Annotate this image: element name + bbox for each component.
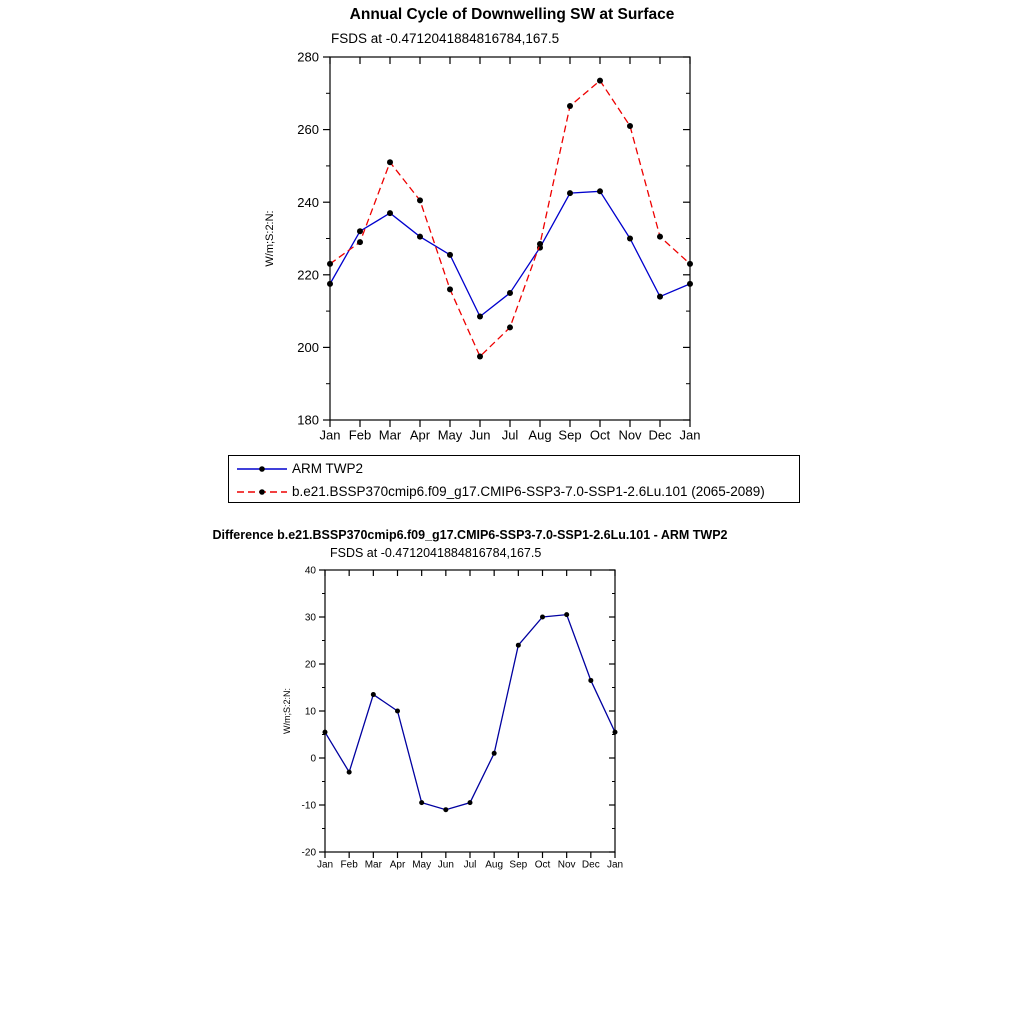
svg-text:Jul: Jul [501, 427, 519, 443]
svg-text:Feb: Feb [340, 859, 358, 871]
svg-text:Jun: Jun [437, 859, 454, 871]
svg-text:Nov: Nov [557, 859, 576, 871]
svg-text:Sep: Sep [558, 427, 582, 443]
legend-label-arm: ARM TWP2 [292, 461, 364, 476]
svg-text:20: 20 [304, 659, 316, 671]
svg-text:Jul: Jul [463, 859, 477, 871]
legend-item-arm-twp2 [235, 457, 799, 480]
svg-text:280: 280 [297, 49, 319, 65]
legend-sample-arm [235, 463, 289, 475]
svg-text:10: 10 [304, 706, 316, 718]
top-chart-subtitle: FSDS at -0.4712041884816784,167.5 [331, 31, 560, 46]
svg-text:-20: -20 [301, 847, 316, 859]
svg-text:Aug: Aug [528, 427, 552, 443]
svg-text:Mar: Mar [378, 427, 402, 443]
svg-text:Dec: Dec [581, 859, 600, 871]
svg-text:180: 180 [297, 412, 319, 428]
top-chart-title: Annual Cycle of Downwelling SW at Surface [349, 6, 675, 23]
svg-text:40: 40 [304, 565, 316, 577]
svg-text:Jan: Jan [319, 427, 341, 443]
svg-text:Feb: Feb [348, 427, 372, 443]
legend-label-model: b.e21.BSSP370cmip6.f09_g17.CMIP6-SSP3-7.0-SSP1-2.6Lu.101 (2065-2089) [292, 484, 765, 499]
svg-text:Jan: Jan [316, 859, 334, 871]
legend-marker-icon [259, 466, 265, 472]
svg-text:200: 200 [297, 339, 319, 355]
legend-item-model [235, 480, 799, 503]
svg-text:Apr: Apr [409, 427, 431, 443]
svg-text:-10: -10 [301, 800, 316, 812]
svg-text:30: 30 [304, 612, 316, 624]
svg-text:Oct: Oct [589, 427, 611, 443]
svg-text:May: May [412, 859, 432, 871]
svg-text:Sep: Sep [509, 859, 528, 871]
bottom-chart-plot [265, 560, 655, 876]
svg-text:Jan: Jan [606, 859, 624, 871]
svg-text:220: 220 [297, 267, 319, 283]
bottom-chart-subtitle: FSDS at -0.4712041884816784,167.5 [330, 546, 542, 560]
legend-box [228, 455, 800, 503]
svg-text:W/m;S:2:N:: W/m;S:2:N: [264, 210, 276, 267]
svg-text:Aug: Aug [485, 859, 504, 871]
svg-text:Nov: Nov [618, 427, 642, 443]
svg-text:Oct: Oct [534, 859, 551, 871]
svg-text:Mar: Mar [364, 859, 382, 871]
top-chart-plot [255, 46, 735, 448]
legend-marker-icon [259, 489, 265, 495]
svg-text:Jan: Jan [679, 427, 701, 443]
svg-text:260: 260 [297, 122, 319, 138]
svg-text:Jun: Jun [469, 427, 491, 443]
svg-text:W/m;S:2:N:: W/m;S:2:N: [282, 687, 292, 735]
svg-text:Dec: Dec [648, 427, 672, 443]
svg-text:May: May [437, 427, 463, 443]
svg-text:0: 0 [310, 753, 316, 765]
bottom-chart-title: Difference b.e21.BSSP370cmip6.f09_g17.CMIP6-SSP3-7.0-SSP1-2.6Lu.101 - ARM TWP2 [212, 528, 728, 542]
svg-text:Apr: Apr [389, 859, 406, 871]
svg-text:240: 240 [297, 194, 319, 210]
legend-sample-model [235, 486, 289, 498]
